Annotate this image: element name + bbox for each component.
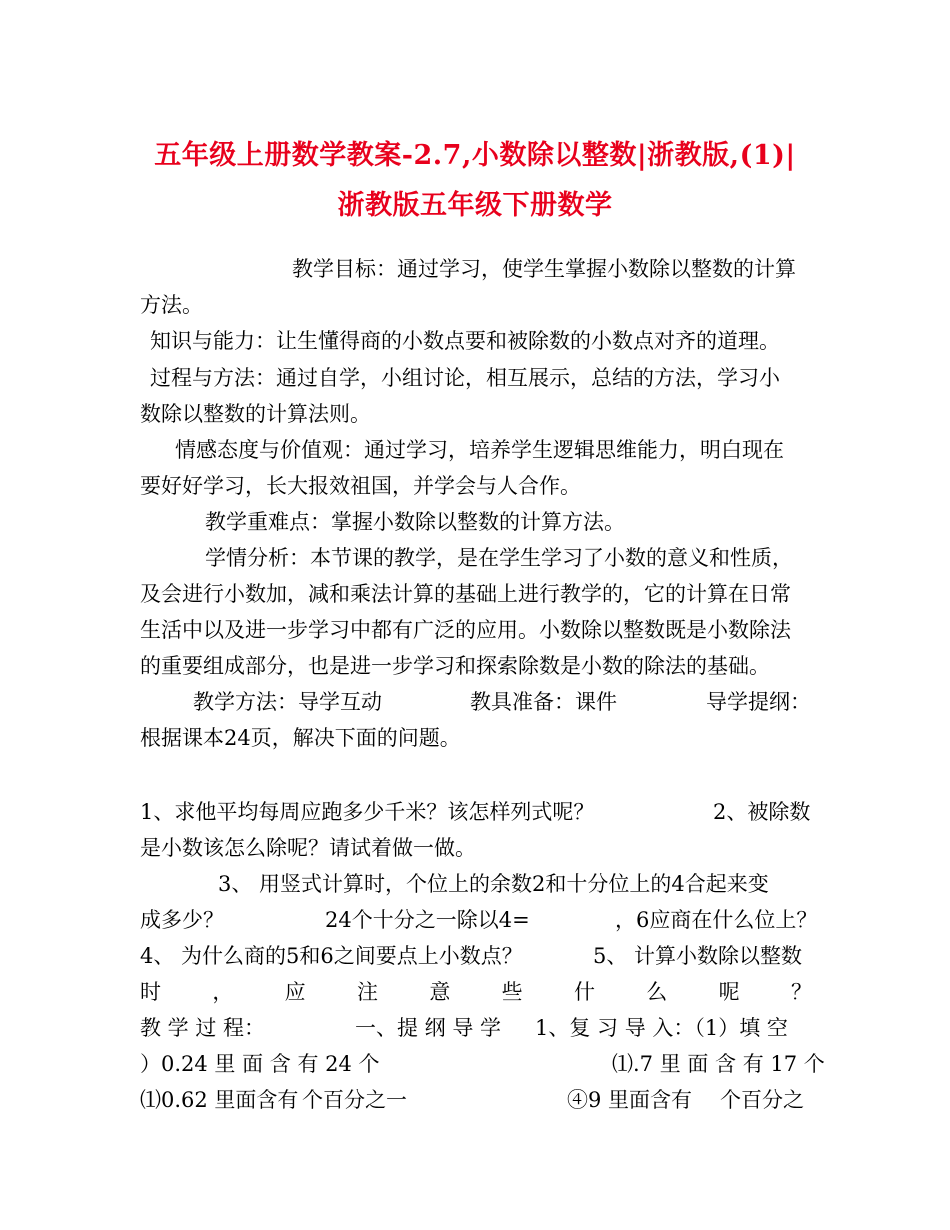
fill-blank-4-a: ④9 里面含有	[567, 1088, 693, 1112]
student-analysis-line-2: 及会进行小数加，减和乘法计算的基础上进行教学的，它的计算在日常	[140, 582, 791, 606]
fill-blank-2: ⑴.7 里 面 含 有 17 个	[612, 1052, 825, 1076]
question-5-continued	[140, 982, 812, 1003]
student-analysis: 学情分析：本节课的教学，是在学生学习了小数的意义和性质，	[205, 546, 793, 570]
outline-guide-heading: 一、提 纲 导 学	[355, 1016, 502, 1040]
fill-blank-4-b: 个百分之	[720, 1088, 804, 1112]
char: ，	[212, 980, 234, 1004]
question-2-continued: 是小数该怎么除呢？请试着做一做。	[140, 836, 476, 860]
fill-blank-3-a: ⑴0.62 里面含有	[140, 1088, 299, 1112]
teaching-method: 教学方法：导学互动	[193, 690, 382, 714]
char: 些	[501, 980, 523, 1004]
question-1: 1、求他平均每周应跑多少千米？该怎样列式呢？	[140, 800, 595, 824]
document-title-line-2: 浙教版五年级下册数学	[337, 190, 613, 221]
char: 意	[429, 980, 451, 1004]
review-intro: 1、复 习 导 入：（1）填 空	[535, 1016, 788, 1040]
question-3-continued-a: 成多少？	[140, 908, 224, 932]
teaching-goal-continued: 方法。	[140, 293, 203, 317]
guide-outline-text: 根据课本24页，解决下面的问题。	[140, 726, 461, 750]
process-method: 过程与方法：通过自学，小组讨论，相互展示，总结的方法，学习小	[150, 366, 780, 390]
student-analysis-line-3: 生活中以及进一步学习中都有广泛的应用。小数除以整数既是小数除法	[140, 618, 791, 642]
question-3: 3、 用竖式计算时，个位上的余数2和十分位上的4合起来变	[218, 872, 769, 896]
guide-outline-label: 导学提纲：	[706, 690, 811, 714]
char: 应	[284, 980, 306, 1004]
key-difficulty: 教学重难点：掌握小数除以整数的计算方法。	[205, 510, 625, 534]
question-3-continued-b: 24个十分之一除以4=	[325, 908, 530, 932]
teaching-process-label: 教 学 过 程：	[140, 1016, 266, 1040]
char: ？	[790, 980, 812, 1004]
student-analysis-line-4: 的重要组成部分，也是进一步学习和探索除数是小数的除法的基础。	[140, 654, 770, 678]
teaching-goal: 教学目标：通过学习，使学生掌握小数除以整数的计算	[292, 257, 796, 281]
teaching-aids: 教具准备：课件	[470, 690, 617, 714]
question-2: 2、被除数	[713, 800, 811, 824]
process-method-continued: 数除以整数的计算法则。	[140, 402, 371, 426]
question-5: 5、 计算小数除以整数	[593, 944, 803, 968]
fill-blank-1: ）0.24 里 面 含 有 24 个	[140, 1052, 380, 1076]
question-4: 4、 为什么商的5和6之间要点上小数点？	[140, 944, 523, 968]
knowledge-ability: 知识与能力：让生懂得商的小数点要和被除数的小数点对齐的道理。	[150, 329, 780, 353]
char: 么	[646, 980, 668, 1004]
emotion-attitude-continued: 要好好学习，长大报效祖国，并学会与人合作。	[140, 474, 581, 498]
emotion-attitude: 情感态度与价值观：通过学习，培养学生逻辑思维能力，明白现在	[175, 438, 784, 462]
char: 注	[356, 980, 378, 1004]
question-3-continued-c: ，6应商在什么位上？	[615, 908, 818, 932]
document-title-line-1: 五年级上册数学教案-2.7,小数除以整数|浙教版,(1)|	[154, 140, 796, 171]
char: 什	[573, 980, 595, 1004]
fill-blank-3-b: 个百分之一	[302, 1088, 407, 1112]
char: 时	[140, 980, 161, 1004]
char: 呢	[718, 980, 740, 1004]
